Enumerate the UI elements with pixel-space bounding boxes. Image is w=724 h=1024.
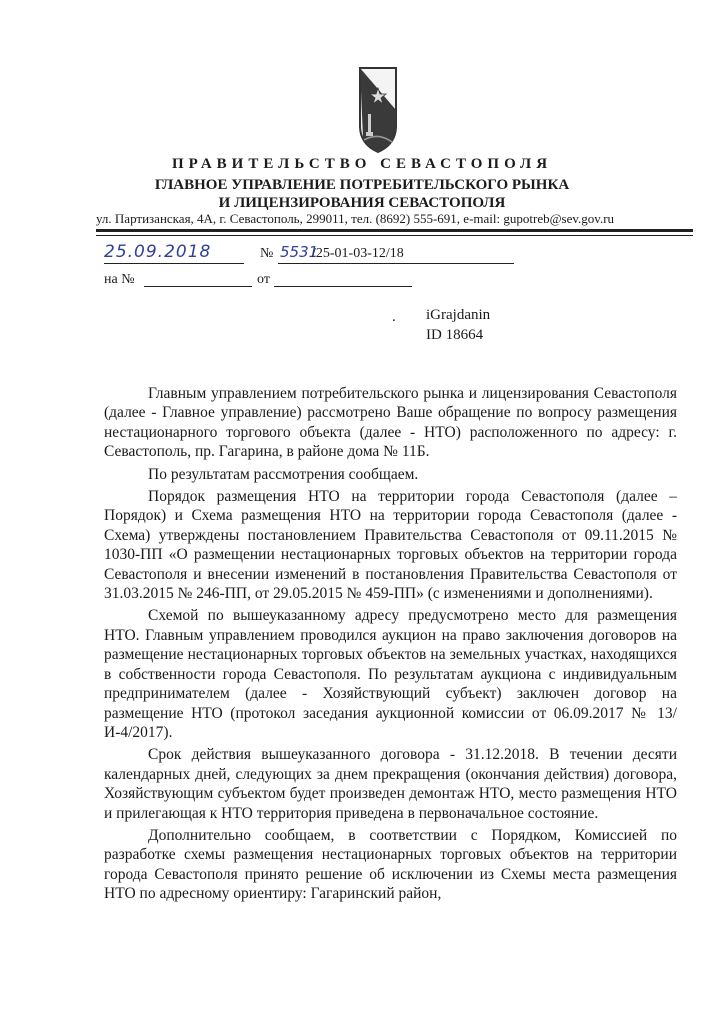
body-paragraph: Главным управлением потребительского рынка и лицензирования Севастополя (далее - Главное управление) рассмотрено Ваше обращение по вопросу размещения нестационарного торгового объекта (далее - НТО) расположенного по адресу: г. Севастополь, пр. Гагарина, в районе дома № 11Б. xyxy=(104,385,677,461)
org-name-government: ПРАВИТЕЛЬСТВО СЕВАСТОПОЛЯ xyxy=(171,156,553,172)
reference-date-blank xyxy=(274,286,412,287)
org-name-department-line-2: И ЛИЦЕНЗИРОВАНИЯ СЕВАСТОПОЛЯ xyxy=(218,195,506,211)
recipient-id: ID 18664 xyxy=(426,327,484,343)
body-paragraph: По результатам рассмотрения сообщаем. xyxy=(148,465,419,483)
body-paragraph: Дополнительно сообщаем, в соответствии с Порядком, Комиссией по разработке схемы размещения нестационарных торговых объектов на территории города Севастополя принято решение об исключении из Схемы места размещения НТО по адресному ориентиру: Гагаринский район, xyxy=(104,826,677,903)
registration-number-label: № xyxy=(260,246,274,261)
registration-date: 25.09.2018 xyxy=(104,242,244,264)
letterhead-divider-thick xyxy=(96,229,693,232)
letterhead-divider-thin xyxy=(96,235,693,236)
body-paragraph: Схемой по вышеуказанному адресу предусмотрено место для размещения НТО. Главным управлением проводился аукцион на право заключения договоров на размещение нестационарных торговых объектов на земельных участках, находящихся в собственности города Севастополя. По результатам аукциона с индивидуальным предпринимателем (далее - Хозяйствующий субъект) заключен договор на размещение НТО (протокол заседания аукционной комиссии от 06.09.2017 № 13/И-4/2017). xyxy=(104,607,677,741)
reference-number-blank xyxy=(144,286,252,287)
recipient-block xyxy=(426,305,490,345)
letter-body xyxy=(104,384,677,907)
recipient-name: iGrajdanin xyxy=(426,307,491,323)
registration-number-underline xyxy=(278,263,514,264)
org-address: ул. Партизанская, 4А, г. Севастополь, 299011, тел. (8692) 555-691, e-mail: gupotreb@sev.gov.ru xyxy=(96,211,615,226)
org-name-department-line-1: ГЛАВНОЕ УПРАВЛЕНИЕ ПОТРЕБИТЕЛЬСКОГО РЫНКА xyxy=(154,177,570,193)
body-paragraph: Порядок размещения НТО на территории города Севастополя (далее – Порядок) и Схема размещения НТО на территории города Севастополя (далее - Схема) утверждены постановлением Правительства Севастополя от 09.11.2015 № 1030-ПП «О размещении нестационарных торговых объектов на территории города Севастополя и внесении изменений в постановления Правительства Севастополя от 31.03.2015 № 246-ПП, от 29.05.2015 № 459-ПП» (с изменениями и дополнениями). xyxy=(104,488,677,603)
body-paragraph: Срок действия вышеуказанного договора - 31.12.2018. В течении десяти календарных дней, следующих за днем прекращения (окончания действия) договора, Хозяйствующим субъектом будет произведен демонтаж НТО, место размещения НТО и прилегающая к НТО территория приведена в первоначальное состояние. xyxy=(104,746,677,822)
registration-line xyxy=(104,244,524,268)
registration-number-suffix: /25-01-03-12/18 xyxy=(312,246,404,261)
reference-number-label: на № xyxy=(104,272,135,287)
registration-number-handwritten: 5531 xyxy=(280,243,319,261)
coat-of-arms-icon xyxy=(355,66,401,154)
bullet-mark: . xyxy=(392,309,396,325)
reference-line xyxy=(104,272,424,292)
reference-date-label: от xyxy=(257,272,270,287)
